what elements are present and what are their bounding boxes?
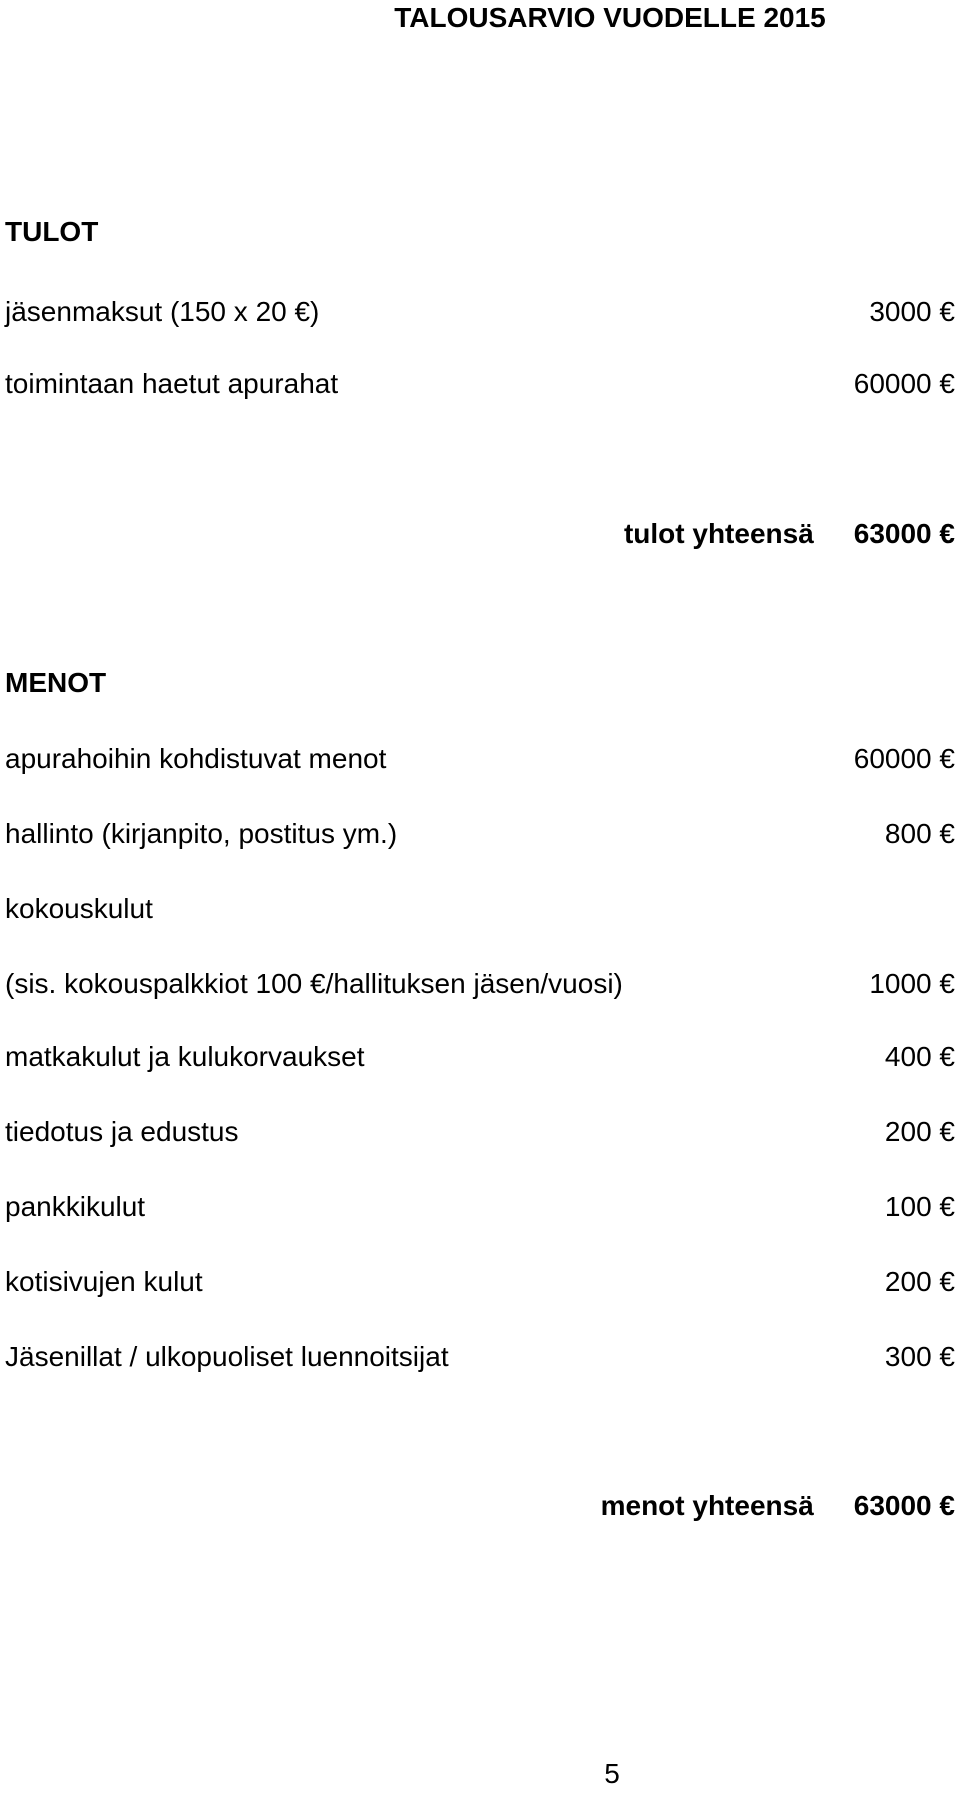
expense-row-amount: 1000 €	[869, 970, 955, 998]
page-number: 5	[604, 1758, 620, 1789]
expense-row-label: Jäsenillat / ulkopuoliset luennoitsijat	[5, 1341, 449, 1372]
expense-row-amount: 300 €	[885, 1343, 955, 1371]
income-heading: TULOT	[5, 216, 99, 247]
expense-row-amount: 400 €	[885, 1043, 955, 1071]
expenses-total-label: menot yhteensä	[600, 1490, 814, 1521]
expense-row-label: apurahoihin kohdistuvat menot	[5, 743, 387, 774]
expense-row-amount: 200 €	[885, 1118, 955, 1146]
income-total-label: tulot yhteensä	[623, 518, 814, 549]
expenses-heading: MENOT	[5, 667, 107, 698]
expense-row-label: tiedotus ja edustus	[5, 1116, 239, 1147]
expense-row-label: (sis. kokouspalkkiot 100 €/hallituksen jäsen/vuosi)	[5, 968, 623, 999]
income-row-amount: 3000 €	[869, 298, 955, 326]
expense-row-amount: 200 €	[885, 1268, 955, 1296]
income-total-amount: 63000 €	[854, 520, 955, 548]
expenses-total-amount: 63000 €	[854, 1492, 955, 1520]
expense-row-amount: 100 €	[885, 1193, 955, 1221]
income-row-amount: 60000 €	[854, 370, 955, 398]
expense-row-label: matkakulut ja kulukorvaukset	[5, 1041, 365, 1072]
page-title: TALOUSARVIO VUODELLE 2015	[394, 2, 826, 33]
expense-row-amount: 60000 €	[854, 745, 955, 773]
income-row-label: jäsenmaksut (150 x 20 €)	[5, 296, 320, 327]
expense-row-label: kokouskulut	[5, 893, 153, 924]
expense-row-label: pankkikulut	[5, 1191, 146, 1222]
expense-row-label: hallinto (kirjanpito, postitus ym.)	[5, 818, 398, 849]
income-row-label: toimintaan haetut apurahat	[5, 368, 339, 399]
expense-row-label: kotisivujen kulut	[5, 1266, 203, 1297]
expense-row-amount: 800 €	[885, 820, 955, 848]
